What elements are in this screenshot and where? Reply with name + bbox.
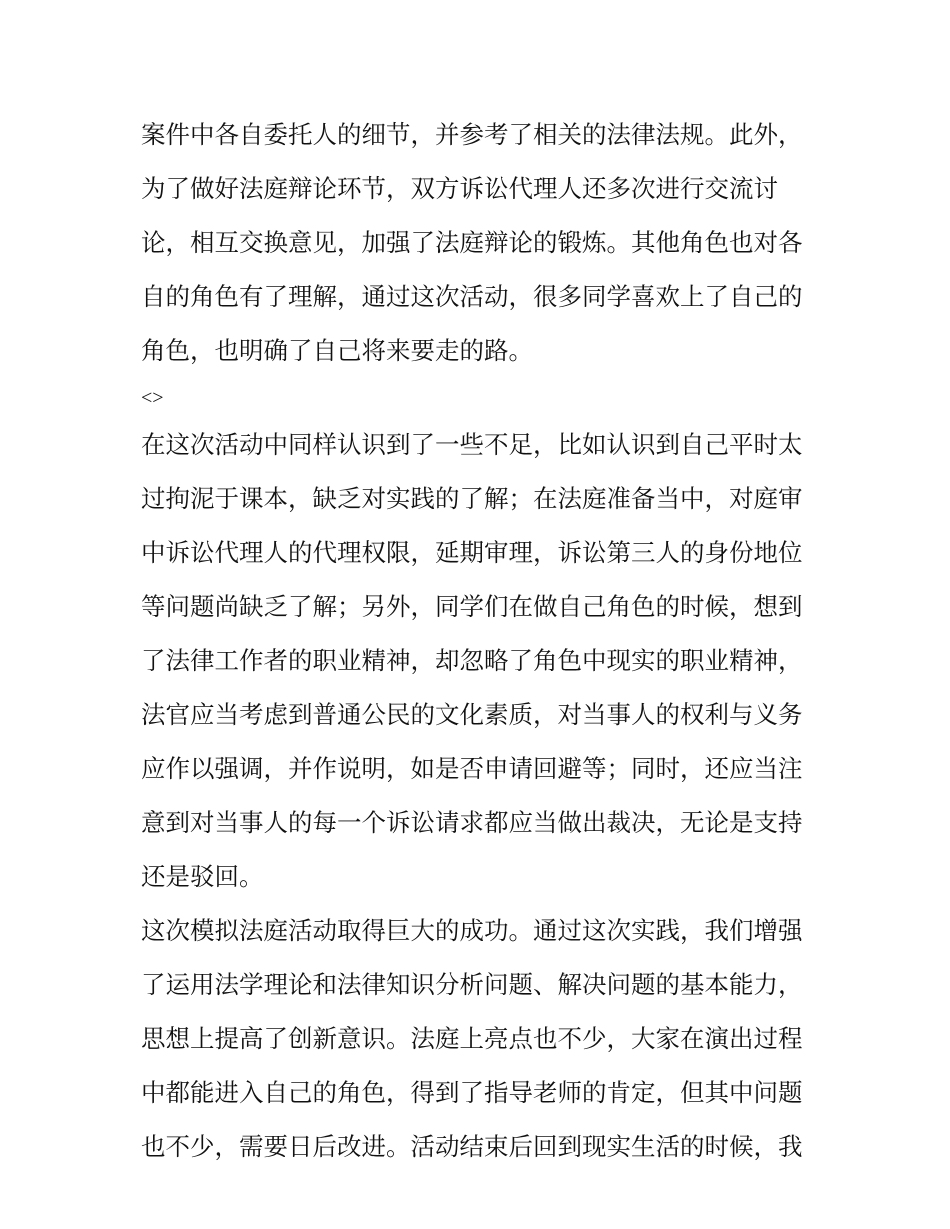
- text-line: 这次模拟法庭活动取得巨大的成功。通过这次实践，我们增强: [141, 916, 803, 945]
- text-line: 在这次活动中同样认识到了一些不足，比如认识到自己平时太: [141, 430, 803, 459]
- text-line: 角色，也明确了自己将来要走的路。: [141, 336, 533, 365]
- document-body: [141, 108, 813, 1174]
- text-line: 了法律工作者的职业精神，却忽略了角色中现实的职业精神，: [141, 646, 803, 675]
- text-line: 为了做好法庭辩论环节，双方诉讼代理人还多次进行交流讨: [141, 174, 778, 203]
- text-line: 意到对当事人的每一个诉讼请求都应当做出裁决，无论是支持: [141, 808, 803, 837]
- text-line: 论，相互交换意见，加强了法庭辩论的锻炼。其他角色也对各: [141, 228, 803, 257]
- text-line: 也不少，需要日后改进。活动结束后回到现实生活的时候，我: [141, 1132, 803, 1161]
- section-marker: <>: [141, 387, 164, 409]
- text-line: 了运用法学理论和法律知识分析问题、解决问题的基本能力，: [141, 970, 803, 999]
- text-line: 过拘泥于课本，缺乏对实践的了解；在法庭准备当中，对庭审: [141, 484, 803, 513]
- text-line: 等问题尚缺乏了解；另外，同学们在做自己角色的时候，想到: [141, 592, 803, 621]
- text-line: 法官应当考虑到普通公民的文化素质，对当事人的权利与义务: [141, 700, 803, 729]
- text-line: 中都能进入自己的角色，得到了指导老师的肯定，但其中问题: [141, 1078, 803, 1107]
- text-line: 思想上提高了创新意识。法庭上亮点也不少，大家在演出过程: [141, 1024, 803, 1053]
- text-line: 应作以强调，并作说明，如是否申请回避等；同时，还应当注: [141, 754, 803, 783]
- text-line: 案件中各自委托人的细节，并参考了相关的法律法规。此外，: [141, 120, 803, 149]
- text-line: 中诉讼代理人的代理权限，延期审理，诉讼第三人的身份地位: [141, 538, 803, 567]
- text-line: 还是驳回。: [141, 862, 264, 891]
- text-line: 自的角色有了理解，通过这次活动，很多同学喜欢上了自己的: [141, 282, 803, 311]
